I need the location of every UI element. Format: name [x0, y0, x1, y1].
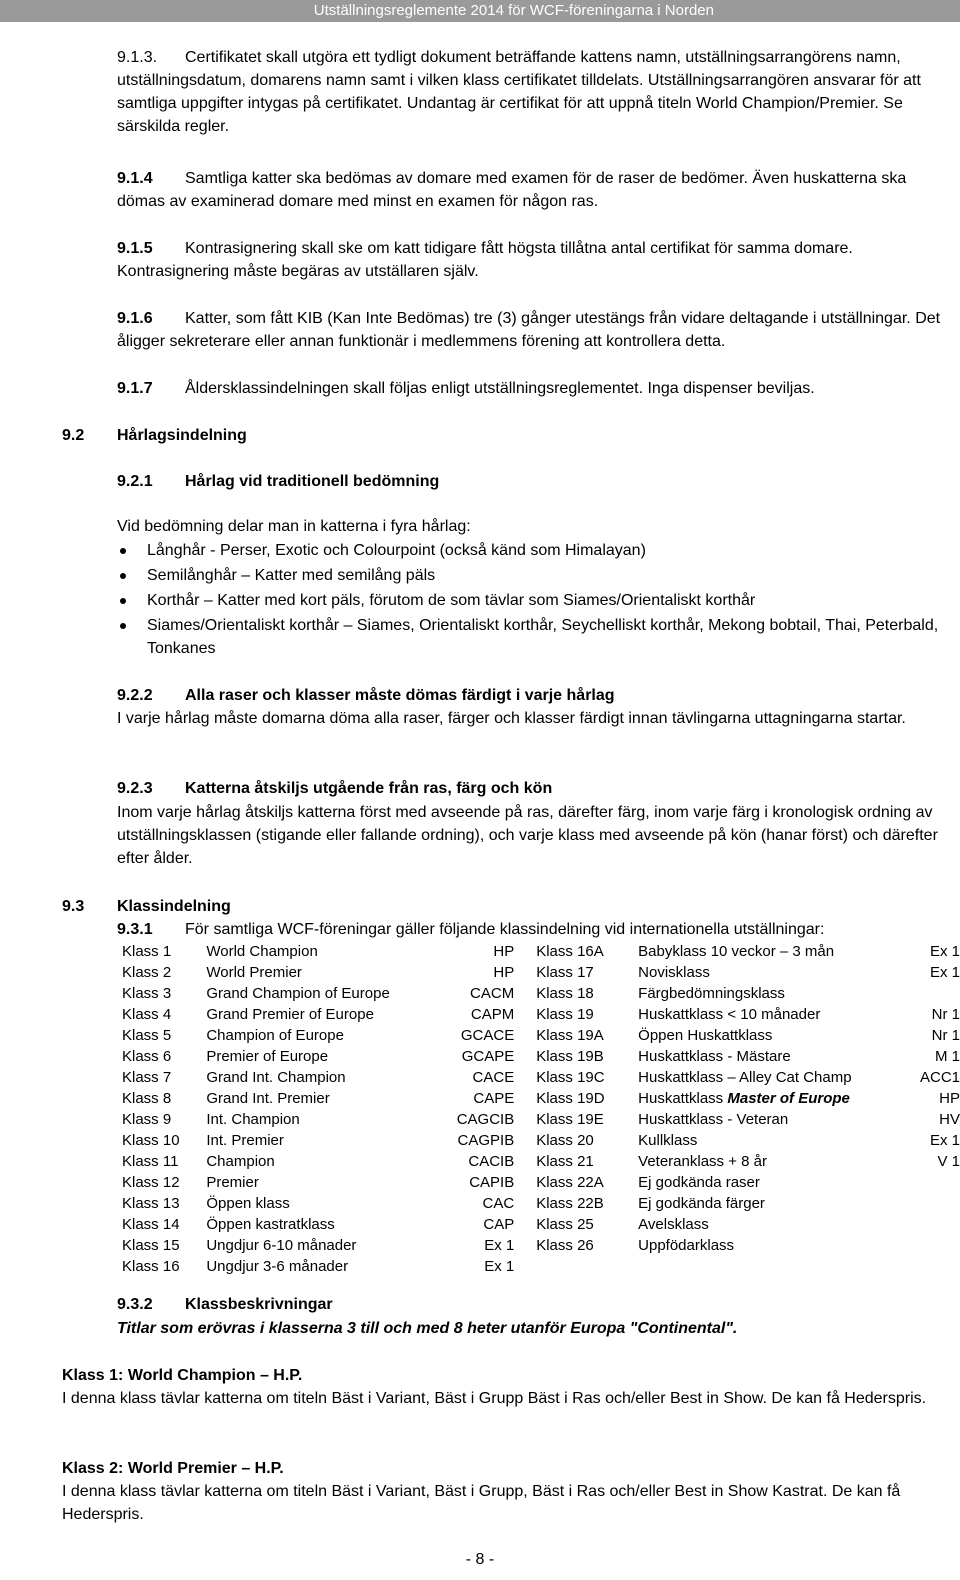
section-9-1-7	[117, 377, 947, 400]
section-number: 9.1.3.	[117, 49, 158, 66]
section-9-2-2-text: I varje hårlag måste domarna döma alla raser, färger och klasser färdigt innan tävlingarna uttagningarna startar.	[117, 710, 906, 727]
table-row	[122, 962, 960, 983]
section-number: 9.2.2	[117, 687, 153, 704]
table-row	[122, 1151, 960, 1172]
table-row	[122, 1214, 960, 1235]
table-cell: Klass 15	[122, 1237, 180, 1254]
table-cell: CAP	[483, 1216, 515, 1233]
table-cell	[638, 1256, 876, 1277]
table-cell: Klass 3	[122, 985, 172, 1002]
table-cell: Färgbedömningsklass	[638, 985, 785, 1002]
table-cell: GCACE	[460, 1027, 515, 1044]
section-number: 9.2.3	[117, 780, 153, 797]
table-cell: CAC	[482, 1195, 515, 1212]
section-number: 9.1.5	[117, 240, 153, 257]
table-cell: Nr 1	[931, 1027, 960, 1044]
section-number: 9.2.1	[117, 473, 153, 490]
table-cell: Klass 12	[122, 1174, 180, 1191]
table-cell: Ex 1	[929, 1132, 960, 1149]
table-cell: CAPE	[473, 1090, 515, 1107]
table-cell: V 1	[937, 1153, 960, 1170]
table-cell: Novisklass	[638, 964, 710, 981]
table-cell: Ungdjur 3-6 månader	[206, 1258, 349, 1275]
table-cell	[877, 1235, 960, 1256]
section-9-3-title: Klassindelning	[117, 898, 231, 915]
section-9-1-6	[117, 307, 947, 353]
table-cell: Klass 26	[536, 1237, 594, 1254]
table-row	[122, 1067, 960, 1088]
table-cell: Grand Champion of Europe	[206, 985, 390, 1002]
table-cell: Klass 19	[536, 1006, 594, 1023]
table-cell: Klass 9	[122, 1111, 172, 1128]
table-row	[122, 1256, 960, 1277]
table-cell: Klass 16	[122, 1258, 180, 1275]
table-cell: Klass 19B	[536, 1048, 604, 1065]
table-cell: Ex 1	[484, 1258, 515, 1275]
table-cell: Klass 14	[122, 1216, 180, 1233]
table-cell: Öppen kastratklass	[206, 1216, 335, 1233]
table-cell: Ungdjur 6-10 månader	[206, 1237, 357, 1254]
table-cell: Klass 7	[122, 1069, 172, 1086]
table-row	[122, 983, 960, 1004]
table-cell: M 1	[934, 1048, 960, 1065]
table-cell: Huskattklass Master of Europe	[638, 1090, 850, 1107]
table-cell: Klass 21	[536, 1153, 594, 1170]
continental-note: Titlar som erövras i klasserna 3 till och med 8 heter utanför Europa "Continental".	[117, 1320, 738, 1337]
table-cell: CAGCIB	[456, 1111, 515, 1128]
class-table	[122, 941, 960, 1277]
table-cell: CACIB	[468, 1153, 515, 1170]
table-cell: Klass 6	[122, 1048, 172, 1065]
klass-2-description	[62, 1457, 942, 1526]
section-9-1-3	[117, 46, 947, 138]
table-cell: HP	[493, 943, 515, 960]
table-cell: Klass 19A	[536, 1027, 604, 1044]
klass-title: Klass 1: World Champion – H.P.	[62, 1367, 303, 1384]
section-9-2-2-heading	[117, 684, 615, 707]
table-cell: Klass 22B	[536, 1195, 604, 1212]
section-title: Klassbeskrivningar	[185, 1296, 333, 1313]
table-cell: ACC1	[919, 1069, 960, 1086]
table-cell: CAPIB	[469, 1174, 515, 1191]
section-number: 9.1.4	[117, 170, 153, 187]
table-row	[122, 1172, 960, 1193]
table-cell: CACM	[470, 985, 515, 1002]
page-header	[0, 0, 960, 22]
table-cell: Grand Int. Champion	[206, 1069, 346, 1086]
table-cell: Klass 19D	[536, 1090, 605, 1107]
table-cell: Klass 16A	[536, 943, 604, 960]
table-cell: CAPM	[470, 1006, 515, 1023]
hair-intro: Vid bedömning delar man in katterna i fyra hårlag:	[117, 518, 471, 535]
section-9-3-1	[117, 918, 947, 941]
section-9-2-3-text: Inom varje hårlag åtskiljs katterna först med avseende på ras, därefter färg, inom varje färg i kronologisk ordning av utställningsklassen (stigande eller fallande ordning), och varje klass med avseende på kön (hanar först) och därefter efter ålder.	[117, 804, 938, 867]
section-title: Alla raser och klasser måste dömas färdigt i varje hårlag	[185, 687, 615, 704]
list-item: Långhår - Perser, Exotic och Colourpoint (också känd som Himalayan)	[117, 539, 947, 562]
table-cell: Klass 10	[122, 1132, 180, 1149]
table-row	[122, 1025, 960, 1046]
section-9-2-title: Hårlagsindelning	[117, 427, 247, 444]
section-text: Katter, som fått KIB (Kan Inte Bedömas) tre (3) gånger utestängs från vidare deltagande i utställningar. Det åligger sekreterare eller annan funktionär i medlemmens förening att kontrollera detta.	[117, 310, 941, 350]
emphasis-text: Master of Europe	[727, 1090, 850, 1107]
table-row	[122, 1235, 960, 1256]
table-cell: Ej godkända raser	[638, 1174, 760, 1191]
table-cell: Huskattklass < 10 månader	[638, 1006, 821, 1023]
table-cell: CAGPIB	[457, 1132, 515, 1149]
klass-text: I denna klass tävlar katterna om titeln Bäst i Variant, Bäst i Grupp, Bäst i Ras och/eller Best in Show Kastrat. De kan få Hederspris.	[62, 1483, 901, 1523]
table-cell	[536, 1256, 638, 1277]
table-row	[122, 1130, 960, 1151]
table-cell: Kullklass	[638, 1132, 698, 1149]
table-cell: Klass 2	[122, 964, 172, 981]
table-cell: Veteranklass + 8 år	[638, 1153, 767, 1170]
section-9-3-2-heading	[117, 1293, 333, 1316]
table-cell: Champion of Europe	[206, 1027, 344, 1044]
section-text: Samtliga katter ska bedömas av domare med examen för de raser de bedömer. Även huskatterna ska dömas av examinerad domare med minst en examen för någon ras.	[117, 170, 907, 210]
section-text: För samtliga WCF-föreningar gäller följande klassindelning vid internationella utställningar:	[185, 921, 825, 938]
table-cell	[877, 1214, 960, 1235]
table-row	[122, 1046, 960, 1067]
table-cell: Öppen klass	[206, 1195, 290, 1212]
page-number: - 8 -	[465, 1551, 495, 1568]
table-cell: Klass 17	[536, 964, 594, 981]
list-item: Korthår – Katter med kort päls, förutom de som tävlar som Siames/Orientaliskt korthår	[117, 589, 947, 612]
klass-text: I denna klass tävlar katterna om titeln Bäst i Variant, Bäst i Grupp Bäst i Ras och/eller Best in Show. De kan få Hederspris.	[62, 1390, 927, 1407]
table-cell	[877, 1172, 960, 1193]
table-cell: Ex 1	[484, 1237, 515, 1254]
table-cell: HP	[939, 1090, 960, 1107]
section-number: 9.1.7	[117, 380, 153, 397]
table-row	[122, 941, 960, 962]
table-cell: CACE	[472, 1069, 515, 1086]
table-cell: Ex 1	[929, 943, 960, 960]
list-item: Semilånghår – Katter med semilång päls	[117, 564, 947, 587]
section-9-1-5	[117, 237, 947, 283]
section-number: 9.1.6	[117, 310, 153, 327]
list-item: Siames/Orientaliskt korthår – Siames, Orientaliskt korthår, Seychelliskt korthår, Mekong bobtail, Thai, Peterbald, Tonkanes	[117, 614, 947, 660]
section-title: Hårlag vid traditionell bedömning	[185, 473, 440, 490]
section-9-3-number: 9.3	[62, 898, 85, 915]
table-cell	[877, 1256, 960, 1277]
table-cell: Klass 1	[122, 943, 172, 960]
table-cell: Grand Int. Premier	[206, 1090, 330, 1107]
table-cell: Klass 13	[122, 1195, 180, 1212]
section-9-2-1-heading	[117, 470, 440, 493]
table-cell: Klass 25	[536, 1216, 594, 1233]
table-cell: Ex 1	[929, 964, 960, 981]
klass-1-description	[62, 1364, 942, 1410]
section-number: 9.3.1	[117, 921, 153, 938]
table-cell	[877, 983, 960, 1004]
table-row	[122, 1004, 960, 1025]
header-title: Utställningsreglemente 2014 för WCF-föreningarna i Norden	[313, 2, 714, 19]
table-cell: Klass 4	[122, 1006, 172, 1023]
table-cell: Premier of Europe	[206, 1048, 329, 1065]
table-cell: Klass 5	[122, 1027, 172, 1044]
table-cell	[877, 1193, 960, 1214]
table-cell: Klass 19E	[536, 1111, 604, 1128]
table-cell: Klass 11	[122, 1153, 179, 1170]
table-row	[122, 1109, 960, 1130]
table-cell: Klass 20	[536, 1132, 594, 1149]
table-cell: Babyklass 10 veckor – 3 mån	[638, 943, 835, 960]
klass-title: Klass 2: World Premier – H.P.	[62, 1460, 284, 1477]
table-cell: Huskattklass – Alley Cat Champ	[638, 1069, 852, 1086]
table-cell: World Premier	[206, 964, 302, 981]
table-cell: Champion	[206, 1153, 275, 1170]
table-cell: Nr 1	[931, 1006, 960, 1023]
table-cell: Klass 8	[122, 1090, 172, 1107]
table-cell: Uppfödarklass	[638, 1237, 735, 1254]
table-row	[122, 1193, 960, 1214]
table-cell: Klass 22A	[536, 1174, 604, 1191]
section-9-2-3-heading	[117, 777, 553, 800]
table-cell: Klass 18	[536, 985, 594, 1002]
table-cell: GCAPE	[461, 1048, 515, 1065]
table-cell: World Champion	[206, 943, 318, 960]
table-cell: Huskattklass - Veteran	[638, 1111, 789, 1128]
section-9-2-number: 9.2	[62, 427, 85, 444]
table-cell: HV	[939, 1111, 960, 1128]
section-number: 9.3.2	[117, 1296, 153, 1313]
section-9-1-4	[117, 167, 947, 213]
table-cell: Avelsklass	[638, 1216, 709, 1233]
table-cell: Klass 19C	[536, 1069, 605, 1086]
hair-list	[117, 539, 947, 662]
table-cell: Premier	[206, 1174, 259, 1191]
table-row	[122, 1088, 960, 1109]
table-cell: Öppen Huskattklass	[638, 1027, 773, 1044]
table-cell: Huskattklass - Mästare	[638, 1048, 791, 1065]
section-text: Åldersklassindelningen skall följas enligt utställningsreglementet. Inga dispenser beviljas.	[185, 380, 815, 397]
table-cell: Grand Premier of Europe	[206, 1006, 374, 1023]
table-cell: Int. Champion	[206, 1111, 300, 1128]
table-cell: HP	[493, 964, 515, 981]
table-cell: Ej godkända färger	[638, 1195, 765, 1212]
section-text: Certifikatet skall utgöra ett tydligt dokument beträffande kattens namn, utställningsarrangörens namn, utställningsdatum, domarens namn samt i vilken klass certifikatet tilldelats. Utställningsarrangören ansvarar för att samtliga uppgifter intygas på certifikatet. Undantag är certifikat för att uppnå titeln World Champion/Premier. Se särskilda regler.	[117, 49, 921, 135]
table-cell: Int. Premier	[206, 1132, 284, 1149]
section-text: Kontrasignering skall ske om katt tidigare fått högsta tillåtna antal certifikat för samma domare. Kontrasignering måste begäras av utställaren själv.	[117, 240, 853, 280]
section-title: Katterna åtskiljs utgående från ras, färg och kön	[185, 780, 553, 797]
